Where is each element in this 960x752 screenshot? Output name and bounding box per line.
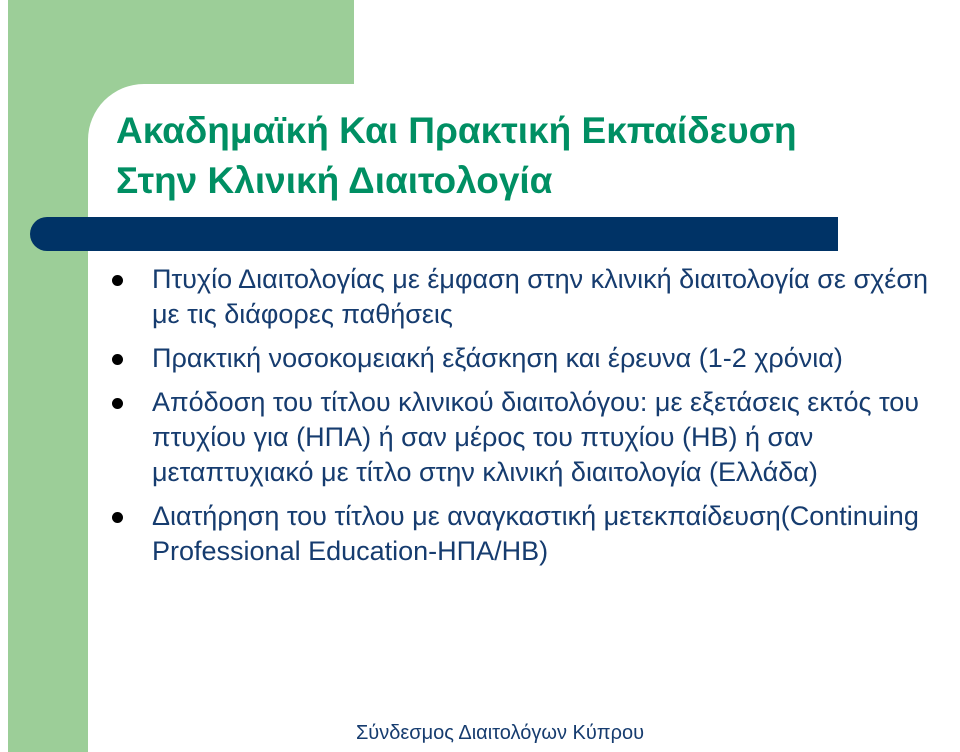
bullet-item	[110, 499, 930, 569]
bullet-text: Πρακτική νοσοκομειακή εξάσκηση και έρευνα (1-2 χρόνια)	[152, 343, 843, 373]
slide-title-line-2: Στην Κλινική Διαιτολογία	[116, 160, 553, 201]
bullet-item	[110, 262, 930, 332]
bullet-list	[110, 262, 930, 578]
bullet-icon	[112, 275, 123, 286]
title-divider-bar	[30, 217, 838, 251]
slide-footer: Σύνδεσμος Διαιτολόγων Κύπρου	[355, 722, 645, 744]
bullet-text: Διατήρηση του τίτλου με αναγκαστική μετεκπαίδευση(Continuing Professional Education-ΗΠΑ/ΗΒ)	[152, 501, 919, 566]
bullet-icon	[112, 398, 123, 409]
bullet-icon	[112, 512, 123, 523]
bullet-icon	[112, 354, 123, 365]
slide-title-line-1: Ακαδημαϊκή Και Πρακτική Εκπαίδευση	[116, 110, 797, 151]
bullet-text: Πτυχίο Διαιτολογίας με έμφαση στην κλινική διαιτολογία σε σχέση με τις διάφορες παθήσεις	[152, 264, 929, 329]
bullet-text: Απόδοση του τίτλου κλινικού διαιτολόγου: με εξετάσεις εκτός του πτυχίου για (ΗΠΑ) ή σαν μέρος του πτυχίου (ΗΒ) ή σαν μεταπτυχιακό με τίτλο στην κλινική διαιτολογία (Ελλάδα)	[152, 387, 920, 487]
slide-title	[116, 106, 946, 206]
bullet-item	[110, 385, 930, 490]
bullet-item	[110, 341, 930, 376]
